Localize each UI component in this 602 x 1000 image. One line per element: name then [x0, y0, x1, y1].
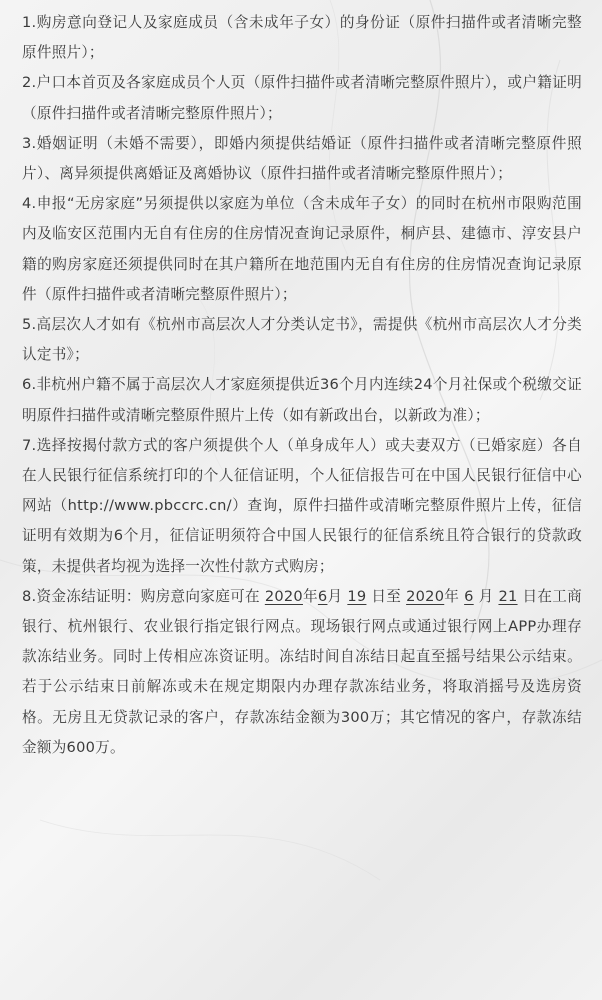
- item-8: [22, 582, 582, 763]
- month-suffix-1: 月: [327, 587, 348, 605]
- month-suffix-2: 月: [473, 587, 499, 605]
- item-7: 7.选择按揭付款方式的客户须提供个人（单身成年人）或夫妻双方（已婚家庭）各自在人民银行征信系统打印的个人征信证明，个人征信报告可在中国人民银行征信中心网站（http://www.pbccrc.cn/）查询，原件扫描件或清晰完整原件照片上传，征信证明有效期为6个月，征信证明须符合中国人民银行的征信系统且符合银行的贷款政策，未提供者均视为选择一次性付款方式购房；: [22, 436, 582, 575]
- end-year: 2020: [406, 587, 445, 605]
- item-4: 4.申报“无房家庭”另须提供以家庭为单位（含未成年子女）的同时在杭州市限购范围内及临安区范围内无自有住房的住房情况查询记录原件，桐庐县、建德市、淳安县户籍的购房家庭还须提供同时在其户籍所在地范围内无自有住房的住房情况查询记录原件（原件扫描件或者清晰完整原件照片）；: [22, 195, 582, 303]
- item-3: 3.婚姻证明（未婚不需要），即婚内须提供结婚证（原件扫描件或者清晰完整原件照片）、离异须提供离婚证及离婚协议（原件扫描件或者清晰完整原件照片）；: [22, 134, 582, 183]
- item-8-rest: 日在工商银行、杭州银行、农业银行指定银行网点。现场银行网点或通过银行网上APP办理存款冻结业务。同时上传相应冻资证明。冻结时间自冻结日起直至摇号结果公示结束。若于公示结束日前解冻或未在规定期限内办理存款冻结业务，将取消摇号及选房资格。无房且无贷款记录的客户，存款冻结金额为300万；其它情况的客户，存款冻结金额为600万。: [22, 587, 583, 756]
- document-body: [22, 8, 582, 763]
- start-month: 6: [317, 587, 328, 605]
- end-day: 21: [498, 587, 518, 605]
- end-month: 6: [464, 587, 474, 605]
- year-suffix-1: 年: [302, 587, 318, 605]
- item-2: 2.户口本首页及各家庭成员个人页（原件扫描件或者清晰完整原件照片），或户籍证明（原件扫描件或者清晰完整原件照片）；: [22, 74, 582, 122]
- item-6: 6.非杭州户籍不属于高层次人才家庭须提供近36个月内连续24个月社保或个税缴交证明原件扫描件或清晰完整原件照片上传（如有新政出台，以新政为准）；: [22, 376, 582, 424]
- start-year: 2020: [264, 587, 303, 605]
- year-suffix-2: 年: [444, 587, 465, 605]
- start-day: 19: [347, 587, 367, 605]
- item-1: 1.购房意向登记人及家庭成员（含未成年子女）的身份证（原件扫描件或者清晰完整原件照片）；: [22, 14, 582, 62]
- to-text: 日至: [366, 587, 407, 605]
- item-5: 5.高层次人才如有《杭州市高层次人才分类认定书》，需提供《杭州市高层次人才分类认定书》；: [22, 316, 582, 364]
- item-8-prefix: 8.资金冻结证明：购房意向家庭可在: [22, 587, 265, 605]
